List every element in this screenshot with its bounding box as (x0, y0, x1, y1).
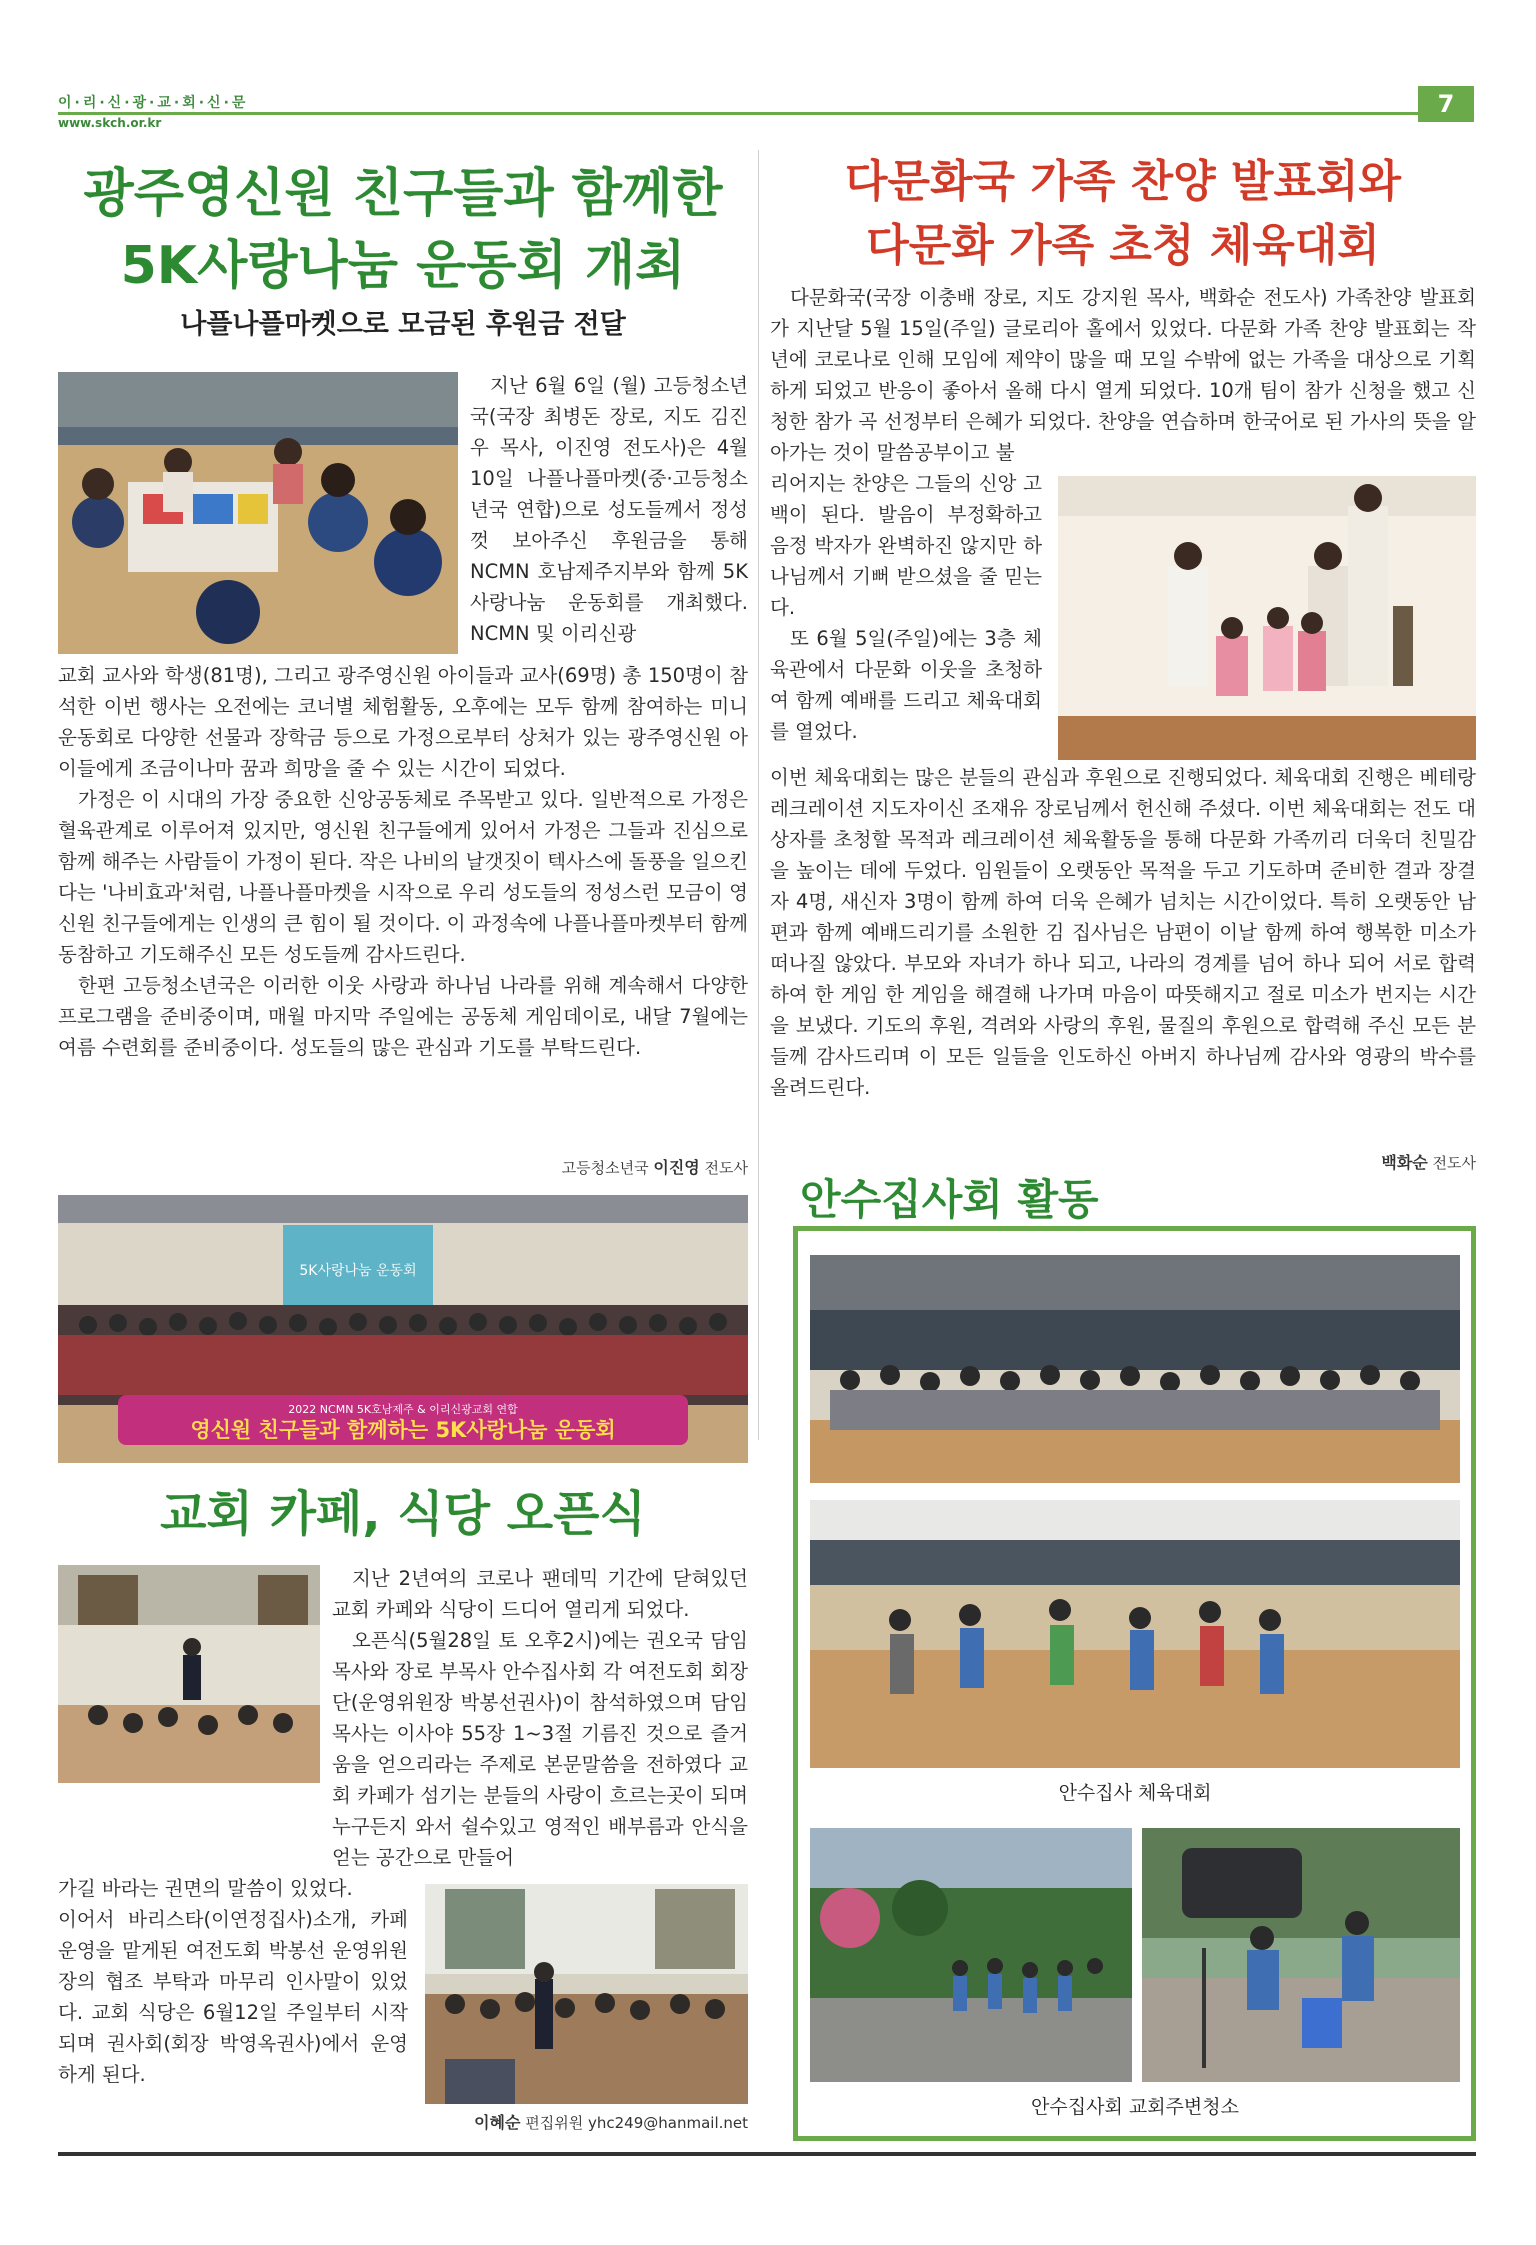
article2-title-line1: 다문화국 가족 찬양 발표회와 (844, 156, 1401, 207)
cleanup-photo-left (810, 1828, 1132, 2082)
article3-beside (332, 1563, 748, 1873)
article1-title (58, 158, 748, 302)
banner-text: 영신원 친구들과 함께하는 5K사랑나눔 운동회 (190, 1418, 616, 1442)
article3-byline: 이혜순 편집위원 yhc249@hanmail.net (474, 2113, 748, 2132)
article3-para1: 지난 2년여의 코로나 팬데믹 기간에 닫혀있던 교회 카페와 식당이 드디어 열리게 되었다. (332, 1567, 748, 1621)
family-praise-photo (1058, 476, 1476, 760)
editor-email[interactable]: yhc249@hanmail.net (588, 2114, 748, 2132)
page-number: 7 (1418, 86, 1474, 122)
banner-sub: 2022 NCMN 5K호남제주 & 이리신광교회 연합 (288, 1403, 518, 1416)
cafe-worship-photo (425, 1884, 748, 2104)
article2-para2-beside: 또 6월 5일(주일)에는 3층 체육관에서 다문화 이웃을 초청하여 함께 예배를 드리고 체육대회를 열었다. (770, 627, 1042, 743)
newspaper-name: 이·리·신·광·교·회·신·문 (58, 95, 249, 111)
article2-para1: 다문화국(국장 이충배 장로, 지도 강지원 목사, 백화순 전도사) 가족찬양 발표회가 지난달 5월 15일(주일) 글로리아 홀에서 있었다. 다문화 가족 찬양 발표회는 작년에 코로나로 인해 모임에 제약이 많을 때 모일 수밖에 없는 가족을 대상으로 기획하게 되었고 반응이 좋아서 올해 다시 열게 되었다. 10개 팀이 참가 신청을 했고 신청한 참가 곡 선정부터 은혜가 되었다. 찬양을 연습하며 한국어로 된 가사의 뜻을 알아가는 것이 말씀공부이고 불 (770, 286, 1476, 464)
article1-title-line2: 5K사랑나눔 운동회 개최 (120, 236, 686, 296)
bottom-rule (58, 2152, 1476, 2156)
newspaper-url[interactable]: www.skch.or.kr (58, 116, 162, 130)
article3-title: 교회 카페, 식당 오픈식 (160, 1486, 646, 1542)
screen-text: 5K사랑나눔 운동회 (299, 1263, 417, 1279)
group-photo (58, 1195, 748, 1463)
caption-cleanup: 안수집사회 교회주변청소 (1031, 2096, 1239, 2118)
article2-para2: 이번 체육대회는 많은 분들의 관심과 후원으로 진행되었다. 체육대회 진행은 베테랑 레크레이션 지도자이신 조재유 장로님께서 헌신해 주셨다. 이번 체육대회는 전도 대상자를 초청할 목적과 레크레이션 체육활동을 통해 다문화 가족끼리 더욱더 친밀감을 높이는 데에 두었다. 임원들이 오랫동안 목적을 두고 기도하며 준비한 결과 장결자 4명, 새신자 3명이 함께 하여 더욱 은혜가 넘치는 시간이었다. 특히 오랫동안 남편과 함께 예배드리기를 소원한 김 집사님은 남편이 이날 함께 하여 행복한 미소가 떠나질 않았다. 부모와 자녀가 하나 되고, 나라의 경계를 넘어 하나 되어 서로 합력하여 한 게임 한 게임을 해결해 나가며 마음이 따뜻해지고 절로 미소가 번지는 시간을 보냈다. 기도의 후원, 격려와 사랑의 후원, 물질의 후원으로 합력해 주신 모든 분들께 감사드리며 이 모든 일들을 인도하신 아버지 하나님께 감사와 영광의 박수를 올려드린다. (770, 766, 1476, 1099)
article3-para2: 오픈식(5월28일 토 오후2시)에는 권오국 담임목사와 장로 부목사 안수집사회 각 여전도회 회장단(운영위원장 박봉선권사)이 참석하였으며 담임목사는 이사야 55장 1~3절 기름진 것으로 즐거움을 얻으리라는 주제로 본문말씀을 전하였다 교회 카페가 섬기는 분들의 사랑이 흐르는곳이 되며 누구든지 와서 쉴수있고 영적인 배부름과 안식을 얻는 공간으로 만들어 (332, 1629, 748, 1869)
article1-para1-full: 교회 교사와 학생(81명), 그리고 광주영신원 아이들과 교사(69명) 총 150명이 참석한 이번 행사는 오전에는 코너별 체험활동, 오후에는 모두 함께 참여하는 미니 운동회로 다양한 선물과 장학금 등으로 가정으로부터 상처가 있는 광주영신원 아이들에게 조금이나마 꿈과 희망을 줄 수 있는 시간이 되었다. (58, 664, 748, 780)
kids-activity-photo (58, 372, 458, 654)
article2-title (770, 150, 1476, 278)
header-rule (58, 112, 1468, 115)
article1-subtitle: 나플나플마켓으로 모금된 후원금 전달 (180, 309, 626, 340)
article2-para1-cont: 리어지는 찬양은 그들의 신앙 고백이 된다. 발음이 부정확하고 음정 박자가 완벽하진 않지만 하나님께서 기뻐 받으셨을 줄 믿는다. (770, 472, 1042, 619)
cleanup-photo-right (1142, 1828, 1460, 2082)
article1-para2: 가정은 이 시대의 가장 중요한 신앙공동체로 주목받고 있다. 일반적으로 가정은 혈육관계로 이루어져 있지만, 영신원 친구들에게 있어서 가정은 그들과 진심으로 함께 해주는 사람들이 가정이 된다. 작은 나비의 날갯짓이 텍사스에 돌풍을 일으킨다는 '나비효과'처럼, 나플나플마켓을 시작으로 우리 성도들의 정성스런 모금이 영신원 친구들에게는 인생의 큰 힘이 될 것이다. 이 과정속에 나플나플마켓부터 함께 동참하고 기도해주신 모든 성도들께 감사드린다. (58, 788, 748, 966)
article4-title: 안수집사회 활동 (800, 1175, 1099, 1224)
article2-byline: 백화순 전도사 (1381, 1153, 1476, 1172)
cafe-opening-photo (58, 1565, 320, 1783)
article1-byline: 고등청소년국 이진영 전도사 (561, 1158, 748, 1177)
article2-title-line2: 다문화 가족 초청 체육대회 (866, 220, 1380, 271)
article1-title-line1: 광주영신원 친구들과 함께한 (83, 164, 723, 224)
deacons-sports-photo (810, 1500, 1460, 1768)
column-divider (758, 150, 759, 1440)
caption-sports: 안수집사 체육대회 (1058, 1782, 1212, 1804)
article1-para3: 한편 고등청소년국은 이러한 이웃 사랑과 하나님 나라를 위해 계속해서 다양한 프로그램을 준비중이며, 매월 마지막 주일에는 공동체 게임데이로, 내달 7월에는 여름 수련회를 준비중이다. 성도들의 많은 관심과 기도를 부탁드린다. (58, 974, 748, 1059)
article3-para2-full: 가길 바라는 권면의 말씀이 있었다. (58, 1877, 353, 1900)
article3-para3: 이어서 바리스타(이연정집사)소개, 카페운영을 맡게된 여전도회 박봉선 운영위원장의 협조 부탁과 마무리 인사말이 있었다. 교회 식당은 6월12일 주일부터 시작되며 권사회(회장 박영옥권사)에서 운영하게 된다. (58, 1908, 408, 2086)
article2-beside (770, 468, 1042, 747)
deacons-group-photo (810, 1255, 1460, 1483)
article1-body (58, 660, 748, 1063)
article1-para1-beside: 지난 6월 6일 (월) 고등청소년국(국장 최병돈 장로, 지도 김진우 목사, 이진영 전도사)은 4월 10일 나플나플마켓(중·고등청소년국 연합)으로 성도들께서 정성껏 보아주신 후원금을 통해 NCMN 호남제주지부와 함께 5K사랑나눔 운동회를 개최했다. NCMN 및 이리신광 (470, 374, 748, 645)
